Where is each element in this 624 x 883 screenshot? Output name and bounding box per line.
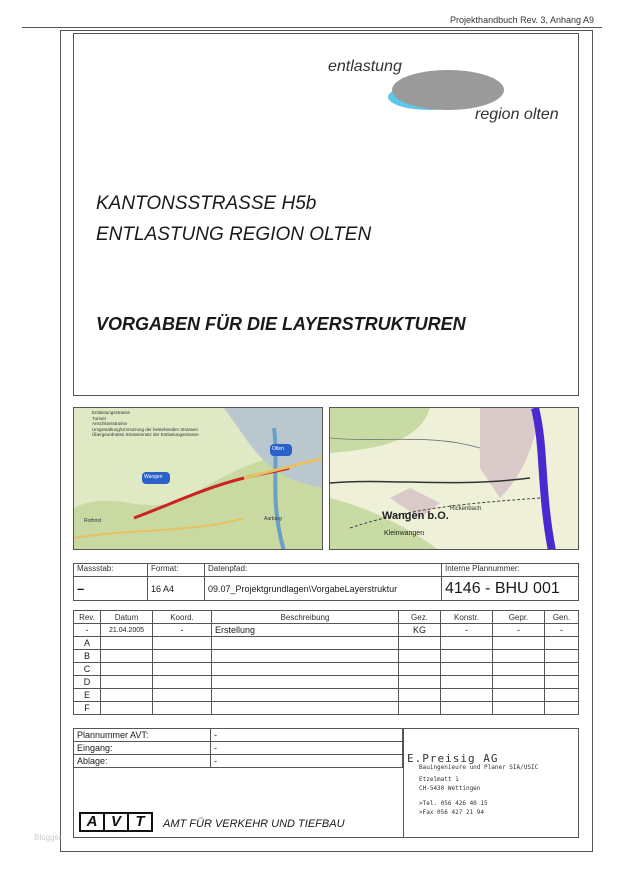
plan-meta-table (73, 563, 579, 601)
table-row (74, 702, 579, 715)
overview-map (73, 407, 323, 550)
table-row (74, 650, 579, 663)
topographic-map (329, 407, 579, 550)
map-label-rickenbach: Rickenbach (450, 506, 482, 512)
map-label-kleinwangen: Kleinwangen (384, 530, 425, 537)
meta-header: Datenpfad: (205, 564, 442, 577)
table-row (74, 637, 579, 650)
revision-table (73, 610, 579, 715)
firm-name: E.Preisig AG (407, 752, 499, 765)
document-reference: Projekthandbuch Rev. 3, Anhang A9 (450, 15, 594, 25)
admin-label: Plannummer AVT: (74, 729, 211, 742)
table-row (74, 689, 579, 702)
rev-letter: C (74, 663, 101, 676)
rev-letter: D (74, 676, 101, 689)
title-line-1: KANTONSSTRASSE H5b (96, 193, 317, 214)
avt-logo-letter: A (81, 814, 103, 830)
logo-text-region-olten: region olten (475, 106, 559, 123)
avt-logo-letter: T (129, 814, 151, 830)
rev-cell: - (441, 624, 493, 637)
agency-name: AMT FÜR VERKEHR UND TIEFBAU (163, 818, 345, 830)
rev-header: Gen. (545, 611, 579, 624)
logo-text-entlastung: entlastung (328, 58, 402, 75)
meta-header: Format: (148, 564, 205, 577)
admin-value: - (211, 729, 403, 742)
legend-item: Entlastungsstrasse (92, 410, 131, 415)
rev-header: Beschreibung (212, 611, 399, 624)
legend-item: Umgestaltung/Umnutzung der bestehenden Strassen (92, 426, 199, 432)
avt-logo-letter: V (105, 814, 127, 830)
rev-letter: B (74, 650, 101, 663)
data-path-value: 09.07_Projektgrundlagen\VorgabeLayerstruktur (205, 577, 442, 601)
map-label-rothrist: Rothrist (84, 518, 102, 524)
header-rule (22, 27, 602, 28)
firm-fax: >Fax 056 427 21 94 (419, 809, 485, 816)
rev-description-cell: Erstellung (212, 624, 399, 637)
rev-date-cell: 21.04.2005 (101, 624, 153, 637)
title-line-2: ENTLASTUNG REGION OLTEN (96, 224, 372, 245)
admin-value: - (211, 742, 403, 755)
rev-letter: E (74, 689, 101, 702)
rev-cell: - (545, 624, 579, 637)
rev-letter: F (74, 702, 101, 715)
rev-header: Koord. (153, 611, 212, 624)
meta-header: Massstab: (74, 564, 148, 577)
legend-item: Tunnel (92, 415, 106, 421)
map-label-wangen: Wangen (144, 474, 163, 480)
watermark: Blogger (34, 833, 62, 842)
admin-value: - (211, 755, 403, 768)
rev-cell: KG (399, 624, 441, 637)
rev-header: Konstr. (441, 611, 493, 624)
table-row (74, 624, 579, 637)
table-row (74, 676, 579, 689)
admin-label: Eingang: (74, 742, 211, 755)
rev-cell: - (74, 624, 101, 637)
legend-item: Übergeordnetes Strassennetz der Entlastungsstrasse (92, 432, 199, 437)
rev-header: Datum (101, 611, 153, 624)
scale-value: – (74, 577, 148, 601)
firm-phone: >Tel. 056 426 40 15 (419, 800, 488, 807)
rev-header: Gez. (399, 611, 441, 624)
logo-blob-shape (392, 70, 504, 110)
firm-subtitle: Bauingenieure und Planer SIA/USIC (419, 764, 539, 771)
rev-cell: - (493, 624, 545, 637)
admin-table (73, 728, 403, 768)
avt-logo (79, 812, 153, 832)
topographic-map-graphic (330, 408, 579, 550)
plan-number-value: 4146 - BHU 001 (442, 577, 579, 601)
legend-item: Anschlussstrasse (92, 421, 128, 426)
firm-address-line: CH-5430 Wettingen (419, 785, 481, 792)
rev-header: Gepr. (493, 611, 545, 624)
rev-header: Rev. (74, 611, 101, 624)
rev-letter: A (74, 637, 101, 650)
table-row (74, 663, 579, 676)
map-label-olten: Olten (272, 446, 284, 452)
rev-cell: - (153, 624, 212, 637)
map-legend (92, 410, 202, 438)
firm-address-line: Etzelmatt 1 (419, 776, 459, 783)
admin-label: Ablage: (74, 755, 211, 768)
divider (403, 728, 404, 838)
map-label-wangen-bo: Wangen b.O. (382, 510, 449, 522)
map-label-aarburg: Aarburg (264, 516, 282, 522)
format-value: 16 A4 (148, 577, 205, 601)
document-title: VORGABEN FÜR DIE LAYERSTRUKTUREN (96, 314, 466, 334)
meta-header: Interne Plannummer: (442, 564, 579, 577)
